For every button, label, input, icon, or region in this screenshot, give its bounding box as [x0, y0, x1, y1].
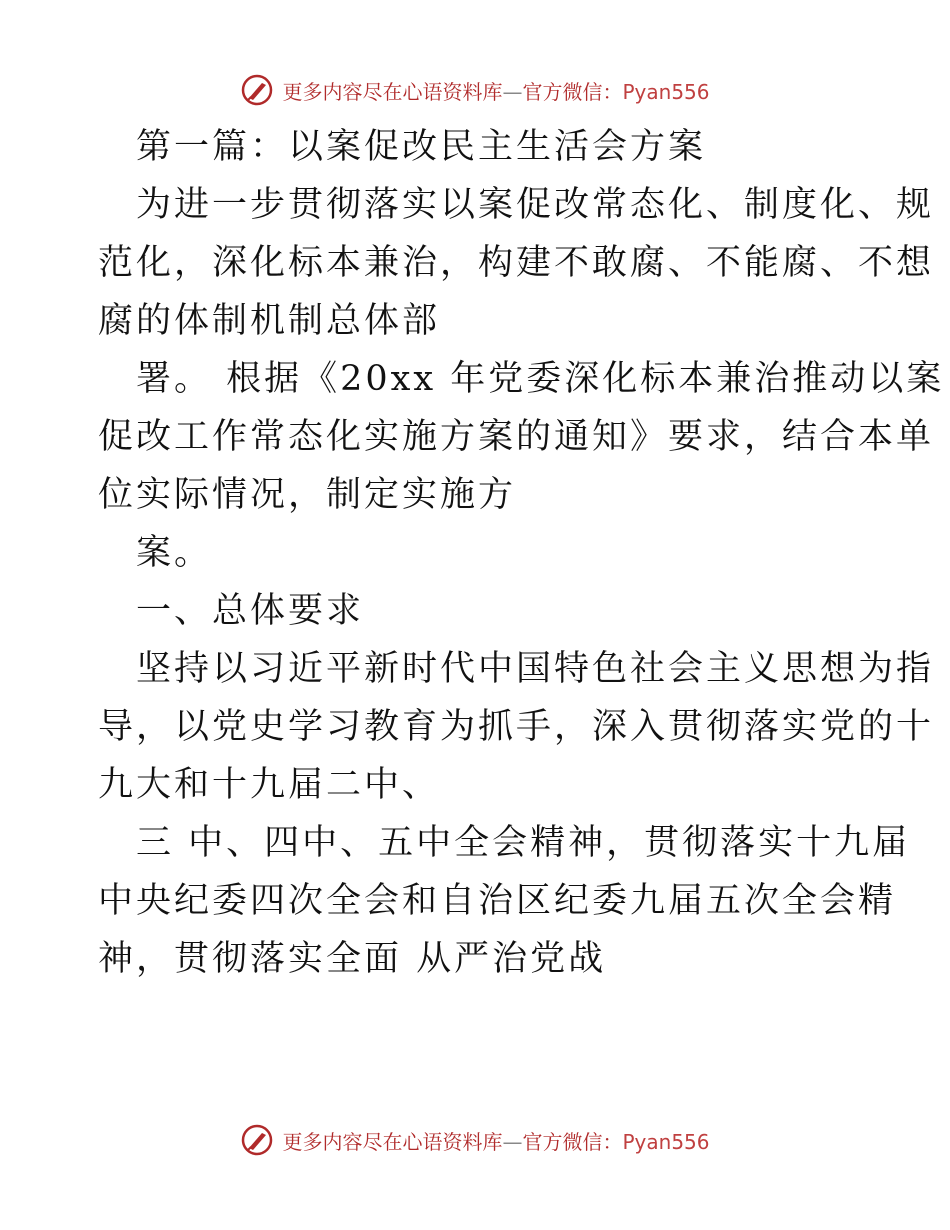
- watermark-contact: 官方微信：: [522, 79, 623, 104]
- text-line: 三 中、四中、五中全会精神，贯彻落实十九届: [136, 823, 911, 863]
- text-line: 腐的体制机制总体部: [98, 301, 441, 341]
- text-line: 为进一步贯彻落实以案促改常态化、制度化、规: [136, 185, 935, 225]
- watermark-id: Pyan556: [622, 79, 710, 104]
- watermark-brand: 更多内容尽在心语资料库: [282, 1129, 503, 1154]
- quill-logo-icon: [240, 73, 274, 107]
- watermark-header: [0, 70, 950, 110]
- watermark-text: [282, 1126, 709, 1155]
- watermark-contact: 官方微信：: [522, 1129, 623, 1154]
- watermark-footer: [0, 1120, 950, 1160]
- document-title: 第一篇：以案促改民主生活会方案: [136, 127, 707, 167]
- quill-logo-icon: [240, 1123, 274, 1157]
- text-line: 九大和十九届二中、: [98, 765, 441, 805]
- text-line: 坚持以习近平新时代中国特色社会主义思想为指: [136, 649, 935, 689]
- text-line: 中央纪委四次全会和自治区纪委九届五次全会精: [98, 881, 897, 921]
- text-line: 案。: [136, 533, 213, 573]
- watermark-id: Pyan556: [622, 1129, 710, 1154]
- document-body: [98, 118, 945, 988]
- watermark-brand: 更多内容尽在心语资料库: [282, 79, 503, 104]
- text-line: 位实际情况，制定实施方: [98, 475, 517, 515]
- text-line: 署。 根据《20xx 年党委深化标本兼治推动以案: [136, 359, 945, 399]
- text-line: 范化，深化标本兼治，构建不敢腐、不能腐、不想: [98, 243, 935, 283]
- text-line: 导，以党史学习教育为抓手，深入贯彻落实党的十: [98, 707, 935, 747]
- watermark-dash: —: [502, 79, 523, 104]
- section-heading: 一、总体要求: [136, 591, 365, 631]
- watermark-text: [282, 76, 709, 105]
- text-line: 促改工作常态化实施方案的通知》要求，结合本单: [98, 417, 935, 457]
- text-line: 神，贯彻落实全面 从严治党战: [98, 939, 607, 979]
- watermark-dash: —: [502, 1129, 523, 1154]
